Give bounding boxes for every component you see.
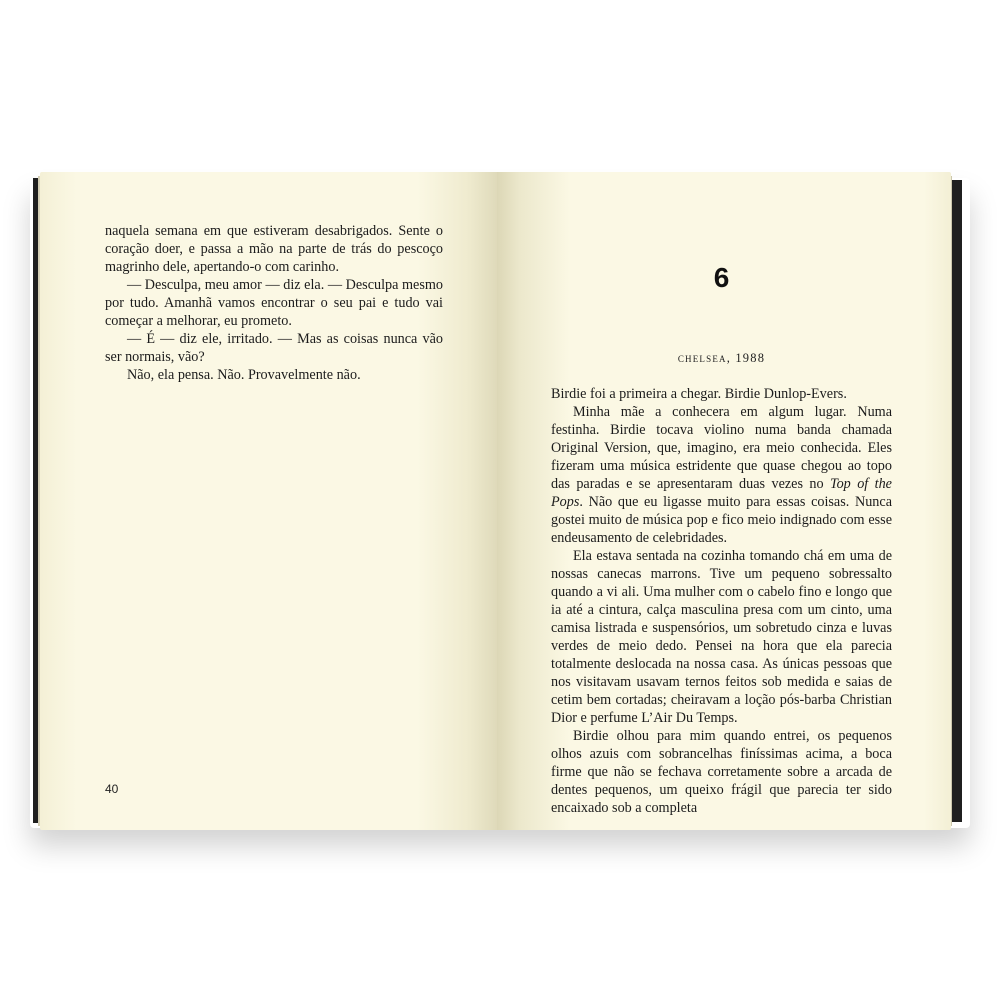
right-page-text bbox=[551, 385, 892, 817]
paragraph-text: . Não que eu ligasse muito para essas coisas. Nunca gostei muito de música pop e fico meio indignado com esse endeusamento de celebridades. bbox=[551, 494, 892, 546]
right-paragraph-4: Birdie olhou para mim quando entrei, os pequenos olhos azuis com sobrancelhas finíssimas acima, a boca firme que não se fechava corretamente sobre a arcada de dentes pequenos, um queixo frágil que parecia ter sido encaixado sob a completa bbox=[551, 728, 892, 816]
right-paragraph-3: Ela estava sentada na cozinha tomando chá em uma de nossas canecas marrons. Tive um pequeno sobressalto quando a vi ali. Uma mulher com o cabelo fino e longo que ia até a cintura, calça masculina presa com um cinto, uma camisa listrada e suspensórios, um sobretudo cinza e luvas verdes de meio dedo. Pensei na hora que ela parecia totalmente deslocada na nossa casa. As únicas pessoas que nos visitavam usavam ternos feitos sob medida e saias de cetim bem cortadas; cheiravam a loção pós-barba Christian Dior e perfume L’Air Du Temps. bbox=[551, 548, 892, 726]
paragraph-text: Minha mãe a conhecera em algum lugar. Numa festinha. Birdie tocava violino numa banda chamada Original Version, que, imagino, era meio conhecida. Eles fizeram uma música estridente que quase chegou ao topo das paradas e se apresentaram duas vezes no bbox=[551, 404, 892, 492]
left-paragraph-1: naquela semana em que estiveram desabrigados. Sente o coração doer, e passa a mão na parte de trás do pescoço magrinho dele, apertando-o com carinho. bbox=[105, 223, 443, 275]
tv-show-title: Top of the Pops bbox=[551, 476, 892, 510]
chapter-subtitle: chelsea, 1988 bbox=[677, 351, 766, 365]
right-paragraph-2 bbox=[551, 403, 892, 547]
page-number: 40 bbox=[105, 782, 119, 796]
left-paragraph-3: — É — diz ele, irritado. — Mas as coisas nunca vão ser normais, vão? bbox=[105, 331, 443, 365]
chapter-number: 6 bbox=[713, 262, 730, 293]
left-page-text bbox=[105, 222, 443, 384]
left-paragraph-4: Não, ela pensa. Não. Provavelmente não. bbox=[127, 367, 361, 383]
left-paragraph-2: — Desculpa, meu amor — diz ela. — Desculpa mesmo por tudo. Amanhã vamos encontrar o seu pai e tudo vai começar a melhorar, eu prometo. bbox=[105, 277, 443, 329]
right-paragraph-1: Birdie foi a primeira a chegar. Birdie Dunlop-Evers. bbox=[551, 386, 847, 402]
